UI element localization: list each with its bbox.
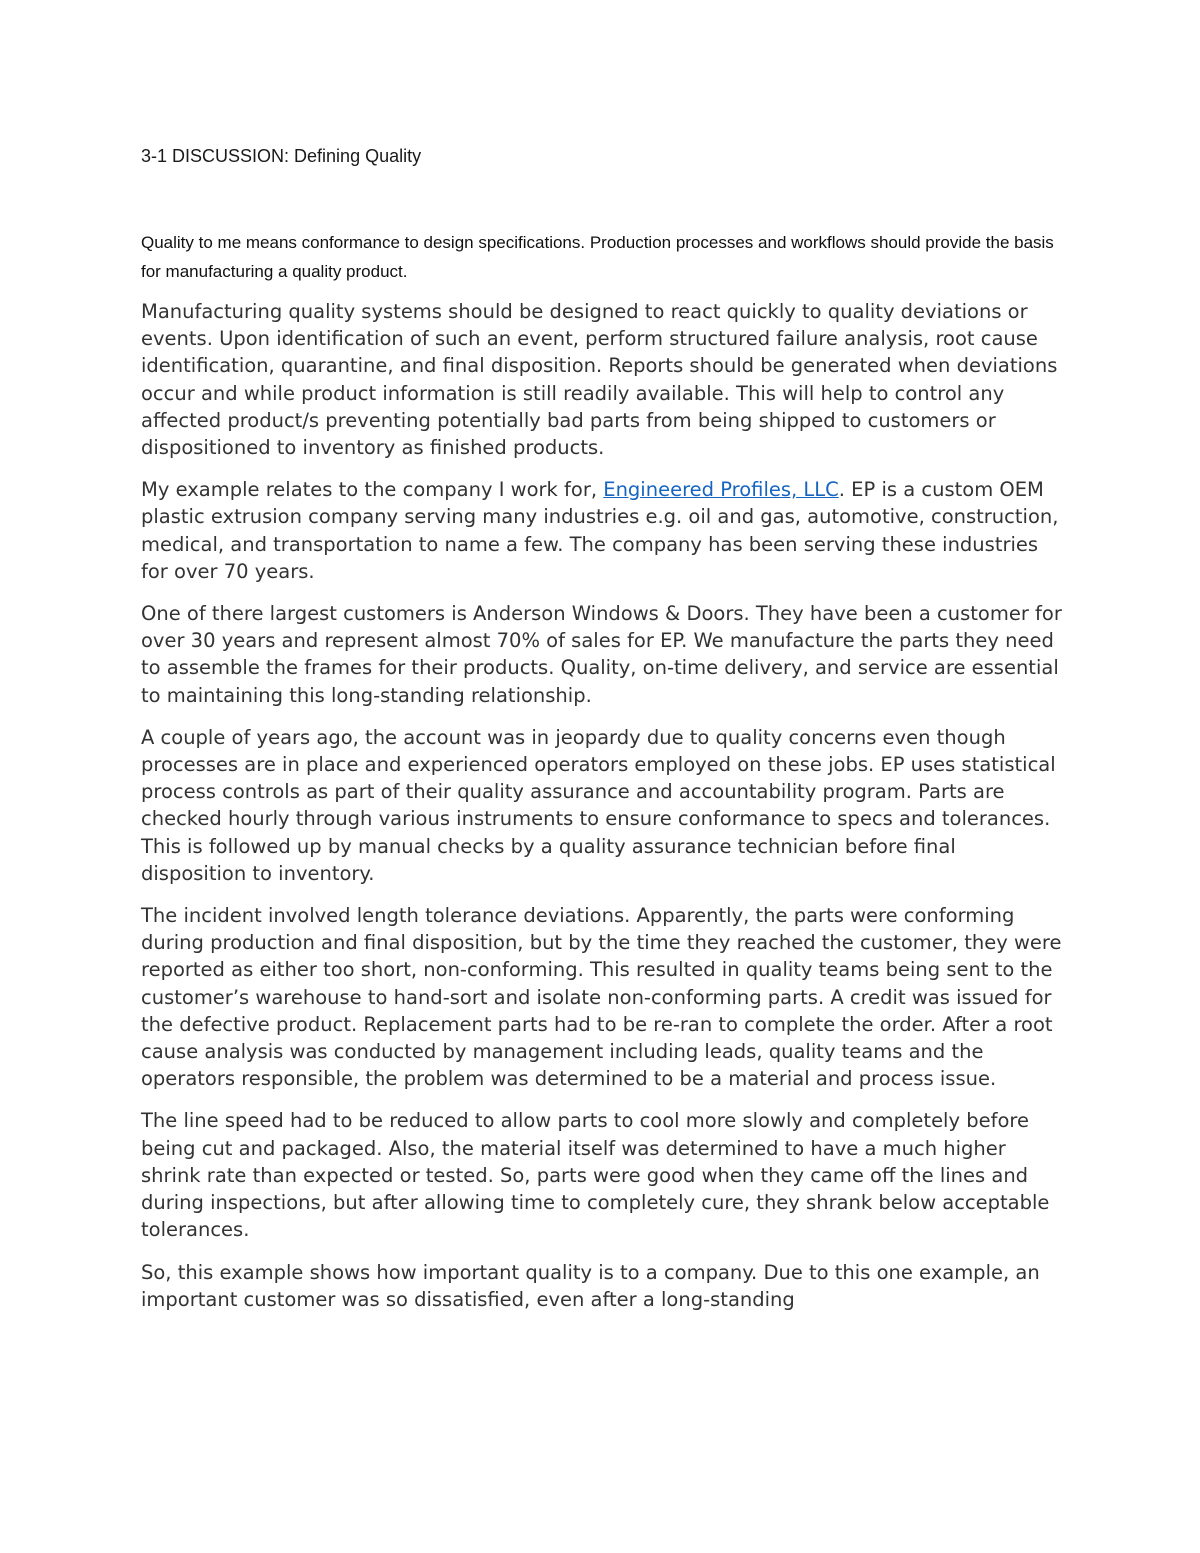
paragraph-text-after-link: . EP is a custom OEM plastic extrusion company serving many industries e.g. oil and gas, automotive, construction, medical, and transportation to name a few. The company has been serving these industries for over 70 years. xyxy=(141,478,1059,583)
document-body xyxy=(141,142,1066,1328)
paragraph-largest-customer: One of there largest customers is Anderson Windows & Doors. They have been a customer for over 30 years and represent almost 70% of sales for EP. We manufacture the parts they need to assemble the frames for their products. Quality, on-time delivery, and service are essential to maintaining this long-standing relationship. xyxy=(141,602,1062,707)
paragraph-conclusion: So, this example shows how important quality is to a company. Due to this one example, an important customer was so dissatisfied, even after a long-standing xyxy=(141,1260,1040,1311)
paragraph-quality-systems: Manufacturing quality systems should be designed to react quickly to quality deviations or events. Upon identification of such an event, perform structured failure analysis, root cause identification, quarantine, and final disposition. Reports should be generated when deviations occur and while product information is still readily available. This will help to control any affected product/s preventing potentially bad parts from being shipped to customers or dispositioned to inventory as finished products. xyxy=(141,300,1058,460)
page-title: 3-1 DISCUSSION: Defining Quality xyxy=(141,146,422,166)
paragraph-text-before-link: My example relates to the company I work for, xyxy=(141,478,604,502)
company-link[interactable]: Engineered Profiles, LLC xyxy=(603,478,839,502)
paragraph-company-example xyxy=(141,476,1066,585)
intro-paragraph: Quality to me means conformance to design specifications. Production processes and workflows should provide the basis for manufacturing a quality product. xyxy=(141,233,1054,281)
paragraph-account-jeopardy: A couple of years ago, the account was in jeopardy due to quality concerns even though processes are in place and experienced operators employed on these jobs. EP uses statistical process controls as part of their quality assurance and accountability program. Parts are checked hourly through various instruments to ensure conformance to specs and tolerances. This is followed up by manual checks by a quality assurance technician before final disposition to inventory. xyxy=(141,725,1056,885)
paragraph-incident: The incident involved length tolerance deviations. Apparently, the parts were conforming during production and final disposition, but by the time they reached the customer, they were reported as either too short, non-conforming. This resulted in quality teams being sent to the customer’s warehouse to hand-sort and isolate non-conforming parts. A credit was issued for the defective product. Replacement parts had to be re-ran to complete the order. After a root cause analysis was conducted by management including leads, quality teams and the operators responsible, the problem was determined to be a material and process issue. xyxy=(141,904,1062,1091)
paragraph-line-speed: The line speed had to be reduced to allow parts to cool more slowly and completely before being cut and packaged. Also, the material itself was determined to have a much higher shrink rate than expected or tested. So, parts were good when they came off the lines and during inspections, but after allowing time to completely cure, they shrank below acceptable tolerances. xyxy=(141,1109,1050,1242)
